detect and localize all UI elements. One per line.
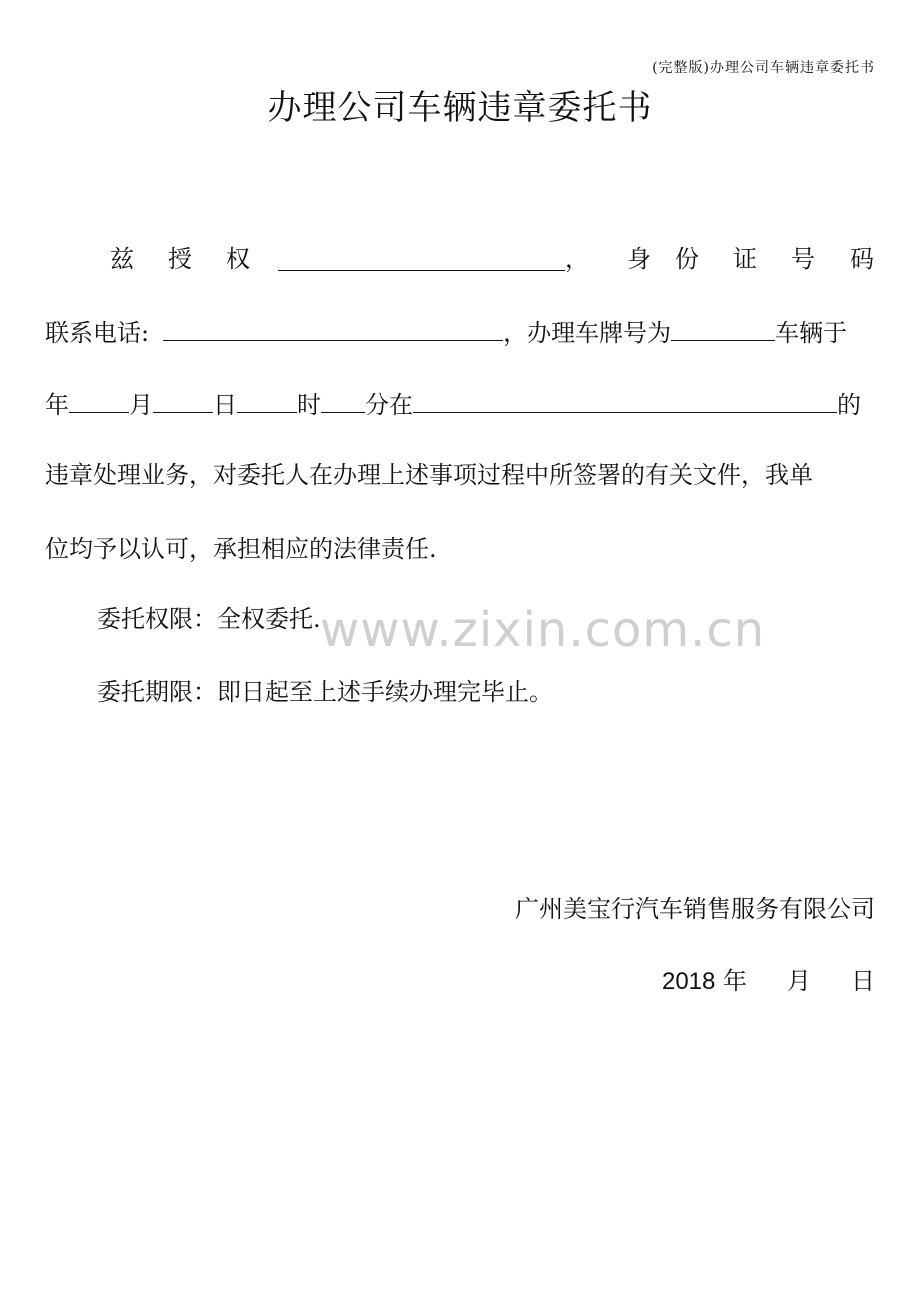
phone-label: 联系电话: [45,319,150,347]
date-year: 2018 [661,968,716,995]
authorization-line-1 [45,244,875,274]
page-header: (完整版)办理公司车辆违章委托书 [652,60,875,76]
of-label: 的 [837,391,861,419]
text-shen: 身 [627,245,651,273]
text-quan: 权 [226,245,250,273]
authorization-line-2 [45,316,875,346]
document-title: 办理公司车辆违章委托书 [267,88,653,128]
vehicle-label: 车辆于 [775,319,848,347]
entrustment-period: 委托期限：即日起至上述手续办理完毕止。 [97,678,553,706]
phone-blank[interactable] [163,316,503,341]
text-hao: 号 [791,245,815,273]
minute-label: 分在 [365,391,413,419]
year-blank[interactable] [69,388,129,413]
company-name: 广州美宝行汽车销售服务有限公司 [515,895,875,923]
authorization-line-4: 违章处理业务，对委托人在办理上述事项过程中所签署的有关文件，我单 [45,461,813,489]
text-fen: 份 [675,245,699,273]
text-zi: 兹 [110,245,134,273]
text-ma: 码 [850,245,874,273]
day-blank[interactable] [237,388,297,413]
text-shou: 授 [168,245,192,273]
authorization-line-3 [45,388,875,418]
month-label: 月 [129,391,153,419]
text-zheng: 证 [733,245,757,273]
hour-blank[interactable] [321,388,365,413]
day-label: 日 [213,391,237,419]
date-day-unit: 日 [851,967,875,995]
year-label: 年 [45,391,69,419]
date-year-unit: 年 [723,967,747,995]
location-blank[interactable] [413,388,837,413]
authorized-person-blank[interactable] [278,246,565,271]
watermark: www.zixin.com.cn [320,602,766,658]
date-month-unit: 月 [787,967,811,995]
plate-label: ，办理车牌号为 [503,319,672,347]
authorization-line-5: 位均予以认可，承担相应的法律责任. [45,535,437,563]
plate-blank[interactable] [671,316,775,341]
month-blank[interactable] [153,388,213,413]
entrustment-scope: 委托权限：全权委托. [97,605,321,633]
signature-date [662,966,875,997]
hour-label: 时 [297,391,321,419]
comma: ， [565,245,589,273]
